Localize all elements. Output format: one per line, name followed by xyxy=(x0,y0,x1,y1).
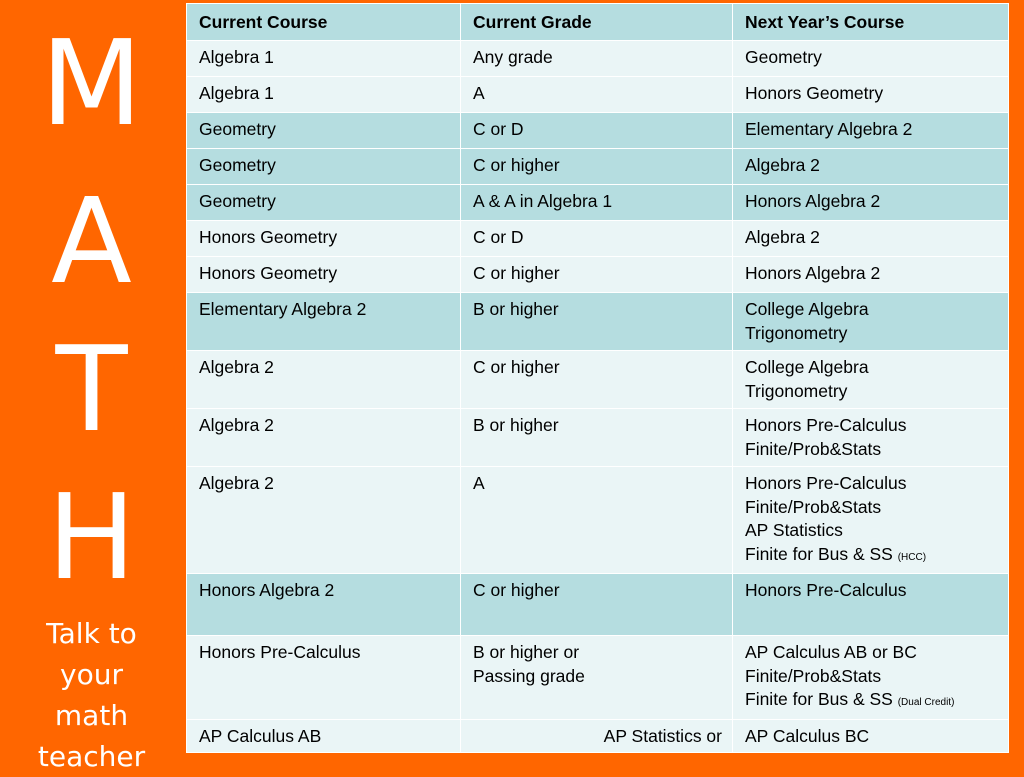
table-row xyxy=(187,77,1009,113)
grade-line: C or higher xyxy=(473,263,560,283)
grade-line: B or higher or xyxy=(473,642,580,662)
tagline xyxy=(0,613,183,777)
grade-line: Passing grade xyxy=(473,665,585,686)
next-course-text: Honors Pre-Calculus xyxy=(745,580,907,600)
grade-line: C or D xyxy=(473,227,524,247)
next-course-text: Honors Pre-Calculus xyxy=(745,473,907,493)
table-row xyxy=(187,149,1009,185)
grade-line: A xyxy=(473,473,485,493)
next-course-text: Trigonometry xyxy=(745,322,848,343)
table-row xyxy=(187,636,1009,720)
table-row xyxy=(187,41,1009,77)
cell-current-grade xyxy=(461,221,733,257)
cell-current-grade xyxy=(461,409,733,467)
next-course-line xyxy=(745,543,998,570)
next-course-line xyxy=(745,472,998,496)
next-course-line xyxy=(745,190,998,214)
letter-h: H xyxy=(47,468,136,606)
cell-current-grade xyxy=(461,574,733,636)
grade-line: B or higher xyxy=(473,415,559,435)
next-course-text: Honors Pre-Calculus xyxy=(745,415,907,435)
cell-next-course xyxy=(733,257,1009,293)
cell-current-course: Geometry xyxy=(187,113,461,149)
cell-current-grade xyxy=(461,77,733,113)
table-row xyxy=(187,574,1009,636)
next-course-text: Geometry xyxy=(745,47,822,67)
cell-next-course xyxy=(733,409,1009,467)
next-course-line xyxy=(745,46,998,70)
cell-current-course: Algebra 2 xyxy=(187,351,461,409)
cell-next-course xyxy=(733,574,1009,636)
cell-current-grade xyxy=(461,467,733,574)
next-course-text: Algebra 2 xyxy=(745,155,820,175)
cell-next-course xyxy=(733,77,1009,113)
table-row xyxy=(187,409,1009,467)
grade-line: C or D xyxy=(473,119,524,139)
table-row xyxy=(187,221,1009,257)
cell-current-course: AP Calculus AB xyxy=(187,719,461,753)
next-course-text: AP Calculus AB or BC xyxy=(745,642,917,662)
next-course-text: Finite/Prob&Stats xyxy=(745,665,882,686)
letter-a: A xyxy=(51,172,132,310)
next-course-line xyxy=(745,356,998,380)
next-course-text: AP Calculus BC xyxy=(745,725,870,746)
cell-current-course: Honors Pre-Calculus xyxy=(187,636,461,720)
next-course-text: Finite/Prob&Stats xyxy=(745,438,882,459)
cell-next-course xyxy=(733,149,1009,185)
next-course-text: Algebra 2 xyxy=(745,227,820,247)
next-course-line xyxy=(745,438,998,462)
cell-current-grade xyxy=(461,293,733,351)
next-course-text: Trigonometry xyxy=(745,380,848,401)
next-course-line xyxy=(745,380,998,404)
cell-current-course: Algebra 1 xyxy=(187,41,461,77)
next-course-note: (HCC) xyxy=(897,551,927,563)
next-course-text: AP Statistics xyxy=(745,520,843,540)
next-course-line xyxy=(745,688,998,715)
cell-current-course: Honors Geometry xyxy=(187,257,461,293)
cell-next-course xyxy=(733,221,1009,257)
cell-current-grade xyxy=(461,185,733,221)
next-course-line xyxy=(745,226,998,250)
table-row xyxy=(187,113,1009,149)
table-body xyxy=(187,41,1009,753)
cell-next-course xyxy=(733,636,1009,720)
tagline-line: math xyxy=(54,699,129,732)
cell-next-course xyxy=(733,113,1009,149)
course-progression-table xyxy=(186,3,1009,753)
next-course-line xyxy=(745,82,998,106)
next-course-text: Finite for Bus & SS xyxy=(745,689,893,709)
cell-current-course: Geometry xyxy=(187,185,461,221)
table-row xyxy=(187,257,1009,293)
table-row xyxy=(187,293,1009,351)
next-course-text: College Algebra xyxy=(745,357,869,377)
next-course-line xyxy=(745,519,998,543)
cell-current-course: Algebra 1 xyxy=(187,77,461,113)
next-course-line xyxy=(745,496,998,520)
math-sidebar xyxy=(0,0,183,773)
next-course-text: Finite for Bus & SS xyxy=(745,543,893,564)
cell-next-course xyxy=(733,467,1009,574)
grade-line: C or higher xyxy=(473,155,560,175)
next-course-text: Honors Algebra 2 xyxy=(745,191,881,211)
grade-line: Any grade xyxy=(473,47,553,67)
cell-current-course: Algebra 2 xyxy=(187,467,461,574)
cell-current-grade xyxy=(461,636,733,720)
next-course-line xyxy=(745,118,998,142)
table-row xyxy=(187,351,1009,409)
next-course-text: Elementary Algebra 2 xyxy=(745,119,913,139)
cell-current-grade xyxy=(461,351,733,409)
table-row xyxy=(187,467,1009,574)
cell-next-course xyxy=(733,41,1009,77)
next-course-line xyxy=(745,154,998,178)
cell-current-course: Elementary Algebra 2 xyxy=(187,293,461,351)
grade-line: C or higher xyxy=(473,580,560,600)
cell-current-grade xyxy=(461,257,733,293)
cell-next-course xyxy=(733,351,1009,409)
cell-current-grade xyxy=(461,41,733,77)
cell-current-course: Honors Geometry xyxy=(187,221,461,257)
table-row xyxy=(187,185,1009,221)
grade-line: AP Statistics or xyxy=(603,725,722,746)
header-current-course: Current Course xyxy=(187,4,461,41)
letter-m: M xyxy=(40,14,143,152)
tagline-line: your xyxy=(60,658,123,691)
cell-current-grade xyxy=(461,719,733,753)
next-course-text: College Algebra xyxy=(745,299,869,319)
next-course-text: Honors Algebra 2 xyxy=(745,263,881,283)
tagline-line: teacher xyxy=(37,740,146,773)
tagline-line: Talk to xyxy=(46,617,137,650)
cell-current-grade xyxy=(461,113,733,149)
next-course-line xyxy=(745,262,998,286)
grade-line: A xyxy=(473,83,485,103)
grade-line: C or higher xyxy=(473,357,560,377)
table-row xyxy=(187,719,1009,753)
grade-line: A & A in Algebra 1 xyxy=(473,191,613,211)
cell-current-course: Honors Algebra 2 xyxy=(187,574,461,636)
next-course-text: Finite/Prob&Stats xyxy=(745,496,882,517)
cell-next-course xyxy=(733,719,1009,753)
cell-current-grade xyxy=(461,149,733,185)
next-course-line xyxy=(745,298,998,322)
grade-line: B or higher xyxy=(473,299,559,319)
next-course-line xyxy=(745,579,998,603)
next-course-line xyxy=(745,725,998,749)
cell-next-course xyxy=(733,185,1009,221)
cell-current-course: Algebra 2 xyxy=(187,409,461,467)
cell-next-course xyxy=(733,293,1009,351)
header-current-grade: Current Grade xyxy=(461,4,733,41)
cell-current-course: Geometry xyxy=(187,149,461,185)
next-course-line xyxy=(745,414,998,438)
table-header-row xyxy=(187,4,1009,41)
next-course-line xyxy=(745,322,998,346)
next-course-line xyxy=(745,665,998,689)
next-course-note: (Dual Credit) xyxy=(897,697,955,708)
next-course-line xyxy=(745,641,998,665)
letter-t: T xyxy=(55,320,128,458)
next-course-text: Honors Geometry xyxy=(745,83,884,103)
header-next-course: Next Year’s Course xyxy=(733,4,1009,41)
